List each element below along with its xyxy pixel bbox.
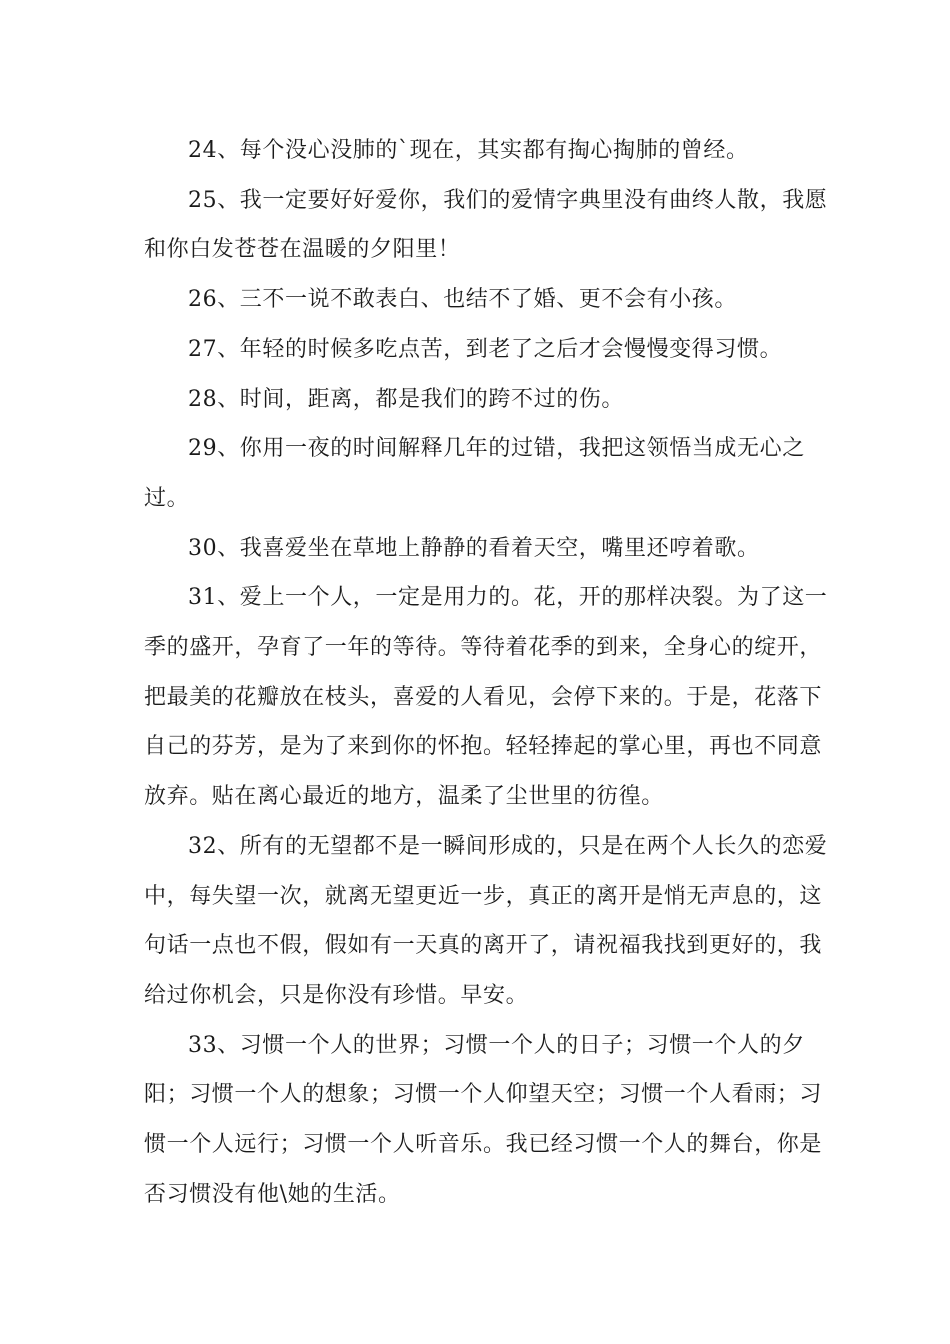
- paragraph-25: 25、我一定要好好爱你，我们的爱情字典里没有曲终人散，我愿和你白发苍苍在温暖的夕阳里！: [144, 187, 828, 263]
- document-body: [144, 126, 836, 1219]
- paragraph-28: 28、时间，距离，都是我们的跨不过的伤。: [188, 386, 624, 412]
- paragraph-33: 33、习惯一个人的世界；习惯一个人的日子；习惯一个人的夕阳；习惯一个人的想象；习惯一个人仰望天空；习惯一个人看雨；习惯一个人远行；习惯一个人听音乐。我已经习惯一个人的舞台，你是否习惯没有他\她的生活。: [144, 1032, 823, 1207]
- paragraph-31: 31、爱上一个人，一定是用力的。花，开的那样决裂。为了这一季的盛开，孕育了一年的等待。等待着花季的到来，全身心的绽开，把最美的花瓣放在枝头，喜爱的人看见，会停下来的。于是，花落下自己的芬芳，是为了来到你的怀抱。轻轻捧起的掌心里，再也不同意放弃。贴在离心最近的地方，温柔了尘世里的彷徨。: [144, 585, 828, 810]
- paragraph-32: 32、所有的无望都不是一瞬间形成的，只是在两个人长久的恋爱中，每失望一次，就离无望更近一步，真正的离开是悄无声息的，这句话一点也不假，假如有一天真的离开了，请祝福我找到更好的，我给过你机会，只是你没有珍惜。早安。: [144, 833, 828, 1008]
- paragraph-30: 30、我喜爱坐在草地上静静的看着天空，嘴里还哼着歌。: [188, 535, 760, 561]
- paragraph-26: 26、三不一说不敢表白、也结不了婚、更不会有小孩。: [188, 287, 737, 313]
- paragraph-27: 27、年轻的时候多吃点苦，到老了之后才会慢慢变得习惯。: [188, 336, 783, 362]
- paragraph-29: 29、你用一夜的时间解释几年的过错，我把这领悟当成无心之过。: [144, 436, 805, 511]
- paragraph-24: 24、每个没心没肺的`现在，其实都有掏心掏肺的曾经。: [188, 138, 749, 163]
